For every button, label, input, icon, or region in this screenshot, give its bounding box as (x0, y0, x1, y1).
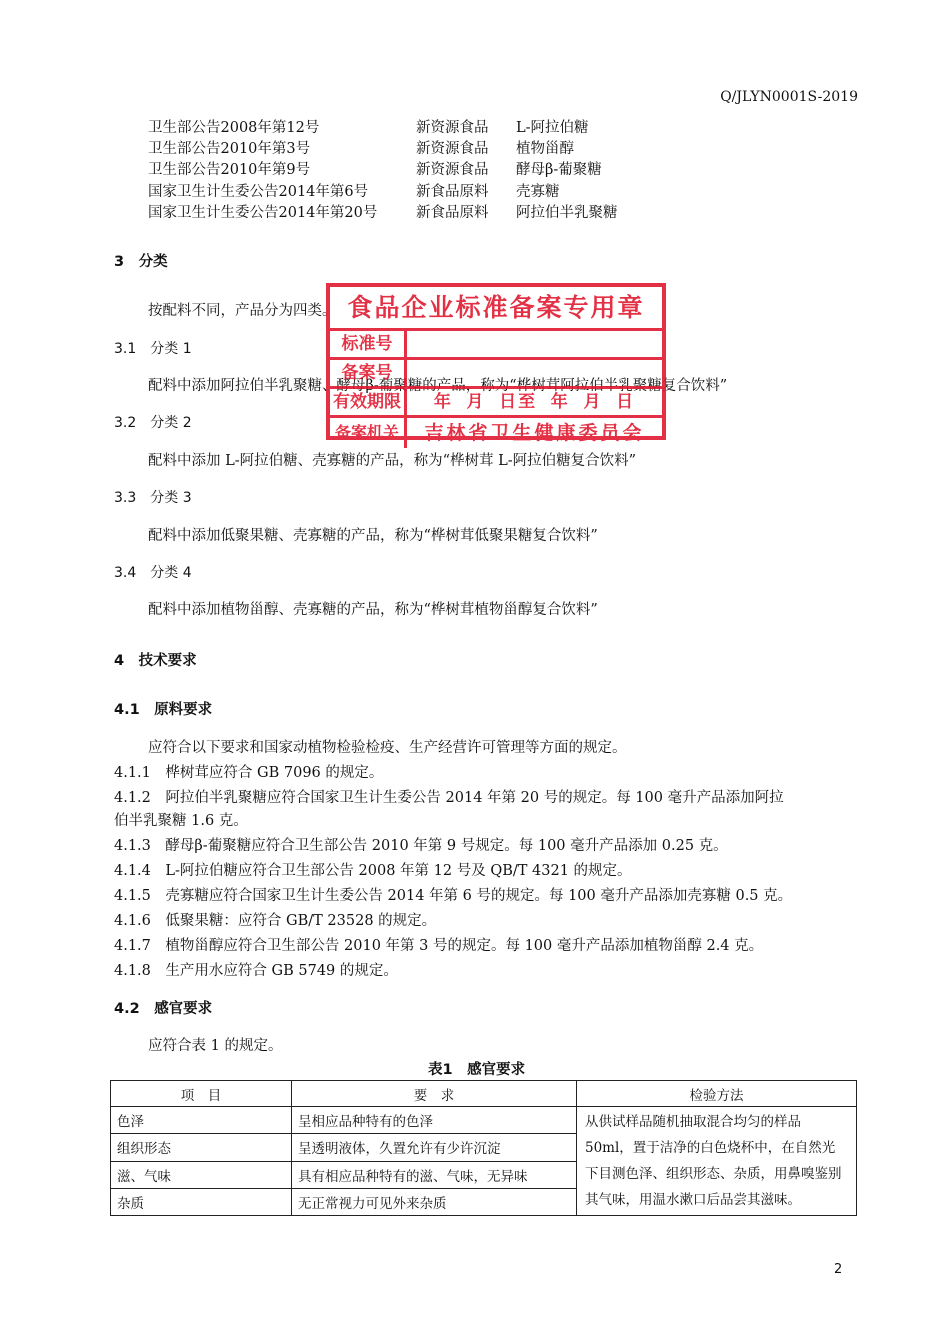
clause-text: 生产用水应符合 GB 5749 的规定。 (165, 963, 398, 979)
clause (114, 884, 792, 905)
stamp-date-part: 日至 (499, 392, 538, 412)
section-number: 3 (114, 254, 125, 270)
subsection-heading (114, 338, 192, 358)
subsection-title: 感官要求 (154, 1001, 213, 1017)
stamp-row (330, 389, 662, 418)
clause-text: 植物甾醇应符合卫生部公告 2010 年第 3 号的规定。每 100 毫升产品添加植物甾醇 2.4 克。 (165, 938, 764, 954)
stamp-label: 标准号 (330, 331, 407, 357)
reference-item: 壳寡糖 (516, 184, 560, 200)
stamp-date-part: 月 (466, 392, 486, 412)
stamp-label: 有效期限 (330, 389, 407, 415)
reference-line (148, 201, 618, 222)
section-heading (114, 649, 197, 670)
clause-number: 4.1.8 (114, 963, 151, 979)
sensory-table (110, 1080, 857, 1216)
reference-item: 阿拉伯半乳聚糖 (516, 205, 618, 221)
clause-number: 4.1.6 (114, 913, 151, 929)
stamp-row (330, 418, 662, 448)
subsection-title: 分类 1 (150, 341, 192, 357)
clause-text: L-阿拉伯糖应符合卫生部公告 2008 年第 12 号及 QB/T 4321 的规定。 (165, 863, 632, 879)
paragraph: 应符合表 1 的规定。 (148, 1038, 283, 1054)
item-cell: 杂质 (111, 1188, 292, 1215)
section-title: 技术要求 (138, 653, 197, 669)
clause-continuation: 伯半乳聚糖 1.6 克。 (114, 813, 248, 829)
section-number: 4 (114, 653, 125, 669)
subsection-number: 4.2 (114, 1001, 140, 1017)
stamp-date-part: 年 (433, 392, 453, 412)
requirement-cell: 无正常视力可见外来杂质 (292, 1188, 577, 1215)
reference-source: 国家卫生计生委公告2014年第20号 (148, 205, 378, 221)
reference-item: 植物甾醇 (516, 141, 574, 157)
stamp-date-part: 月 (583, 392, 603, 412)
paragraph: 配料中添加低聚果糖、壳寡糖的产品，称为“桦树茸低聚果糖复合饮料” (148, 528, 598, 544)
column-header: 检验方法 (577, 1081, 857, 1107)
stamp-value (407, 331, 662, 357)
subsection-heading (114, 997, 212, 1018)
page-number: 2 (834, 1262, 843, 1277)
subsection-title: 原料要求 (154, 702, 213, 718)
subsection-title: 分类 2 (150, 415, 192, 431)
subsection-heading (114, 562, 192, 582)
item-cell: 滋、气味 (111, 1161, 292, 1188)
reference-type: 新资源食品 (416, 162, 489, 178)
stamp-row (330, 360, 662, 389)
subsection-heading (114, 698, 212, 719)
reference-type: 新资源食品 (416, 141, 489, 157)
clause (114, 859, 632, 880)
paragraph: 配料中添加植物甾醇、壳寡糖的产品，称为“桦树茸植物甾醇复合饮料” (148, 602, 598, 618)
stamp-label: 备案机关 (330, 418, 407, 448)
item-cell: 色泽 (111, 1107, 292, 1134)
reference-item: 酵母β-葡聚糖 (516, 162, 602, 178)
clause (114, 761, 383, 782)
subsection-number: 4.1 (114, 702, 140, 718)
reference-type: 新资源食品 (416, 120, 489, 136)
column-header: 要 求 (292, 1081, 577, 1107)
reference-source: 卫生部公告2008年第12号 (148, 120, 320, 136)
subsection-number: 3.4 (114, 565, 137, 581)
item-cell: 组织形态 (111, 1134, 292, 1161)
reference-source: 卫生部公告2010年第9号 (148, 162, 311, 178)
stamp-date (407, 389, 662, 415)
document-code: Q/JLYN0001S-2019 (720, 89, 858, 105)
clause-number: 4.1.7 (114, 938, 151, 954)
reference-source: 卫生部公告2010年第3号 (148, 141, 311, 157)
clause (114, 786, 784, 807)
paragraph: 配料中添加阿拉伯半乳聚糖、酵母β-葡聚糖的产品，称为“桦树茸阿拉伯半乳聚糖复合饮料” (148, 378, 728, 394)
table-row (111, 1107, 857, 1134)
clause-text: 桦树茸应符合 GB 7096 的规定。 (165, 765, 384, 781)
column-header: 项 目 (111, 1081, 292, 1107)
stamp-row (330, 331, 662, 360)
reference-item: L-阿拉伯糖 (516, 120, 589, 136)
clause-text: 低聚果糖：应符合 GB/T 23528 的规定。 (165, 913, 437, 929)
subsection-heading (114, 487, 192, 507)
section-title: 分类 (138, 254, 168, 270)
clause-number: 4.1.1 (114, 765, 151, 781)
reference-line (148, 158, 602, 179)
clause-number: 4.1.2 (114, 790, 151, 806)
subsection-number: 3.1 (114, 341, 137, 357)
stamp-value: 吉林省卫生健康委员会 (424, 422, 645, 444)
reference-line (148, 180, 560, 201)
section-heading (114, 250, 168, 271)
stamp-date-part: 年 (550, 392, 570, 412)
reference-line (148, 116, 589, 137)
requirement-cell: 具有相应品种特有的滋、气味，无异味 (292, 1161, 577, 1188)
subsection-title: 分类 3 (150, 490, 192, 506)
reference-source: 国家卫生计生委公告2014年第6号 (148, 184, 369, 200)
stamp-date-part: 日 (616, 392, 636, 412)
clause (114, 959, 398, 980)
clause-number: 4.1.5 (114, 888, 151, 904)
clause (114, 834, 728, 855)
paragraph: 配料中添加 L-阿拉伯糖、壳寡糖的产品，称为“桦树茸 L-阿拉伯糖复合饮料” (148, 453, 637, 469)
paragraph: 应符合以下要求和国家动植物检验检疫、生产经营许可管理等方面的规定。 (148, 740, 627, 756)
subsection-title: 分类 4 (150, 565, 192, 581)
subsection-heading (114, 412, 192, 432)
table-header-row (111, 1081, 857, 1107)
clause-text: 壳寡糖应符合国家卫生计生委公告 2014 年第 6 号的规定。每 100 毫升产品添加壳寡糖 0.5 克。 (165, 888, 793, 904)
table-caption: 表1 感官要求 (428, 1062, 526, 1078)
filing-stamp (326, 283, 666, 444)
subsection-number: 3.2 (114, 415, 137, 431)
clause-number: 4.1.3 (114, 838, 151, 854)
stamp-value (407, 360, 662, 386)
method-cell: 从供试样品随机抽取混合均匀的样品50ml，置于洁净的白色烧杯中，在自然光下目测色泽、组织形态、杂质，用鼻嗅鉴别其气味，用温水漱口后品尝其滋味。 (577, 1107, 857, 1216)
clause (114, 909, 436, 930)
clause-number: 4.1.4 (114, 863, 151, 879)
reference-type: 新食品原料 (416, 184, 489, 200)
requirement-cell: 呈透明液体，久置允许有少许沉淀 (292, 1134, 577, 1161)
requirement-cell: 呈相应品种特有的色泽 (292, 1107, 577, 1134)
paragraph: 按配料不同，产品分为四类。 (148, 303, 337, 319)
reference-line (148, 137, 574, 158)
subsection-number: 3.3 (114, 490, 137, 506)
reference-type: 新食品原料 (416, 205, 489, 221)
stamp-title: 食品企业标准备案专用章 (330, 287, 662, 331)
clause (114, 934, 763, 955)
clause-text: 酵母β-葡聚糖应符合卫生部公告 2010 年第 9 号规定。每 100 毫升产品添加 0.25 克。 (165, 838, 728, 854)
clause-text: 阿拉伯半乳聚糖应符合国家卫生计生委公告 2014 年第 20 号的规定。每 100 毫升产品添加阿拉 (165, 790, 784, 806)
stamp-label: 备案号 (330, 360, 407, 386)
